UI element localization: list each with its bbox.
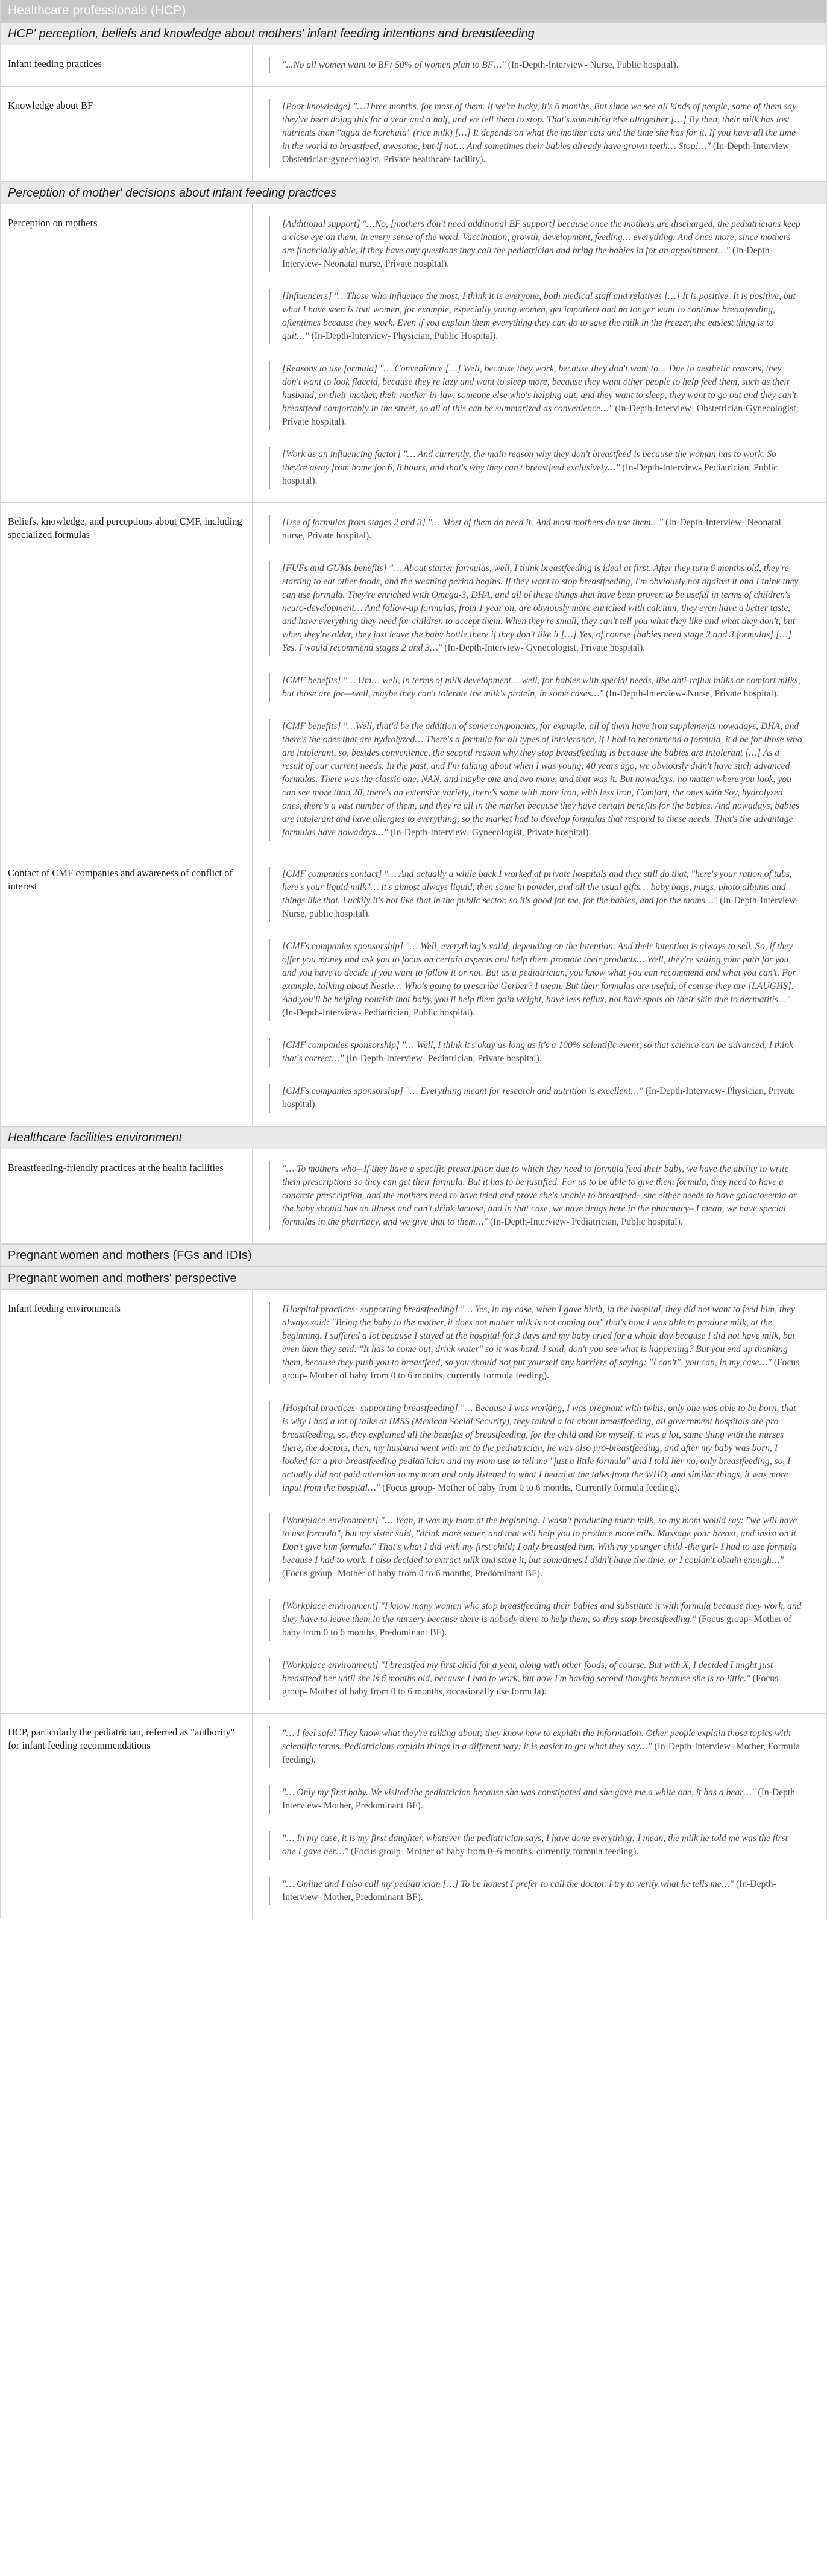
quote-source: (In-Depth-Interview- Nurse, public hospital). — [282, 895, 799, 919]
quote — [269, 57, 802, 73]
quote — [269, 1599, 802, 1641]
quote-list — [253, 503, 826, 854]
quote — [269, 1513, 802, 1582]
quote-source: (Focus group- Mother of baby from 0 to 6 months, currently formula feeding). — [282, 1357, 800, 1381]
quote-text: "… To mothers who– If they have a specific prescription due to which they need to formula feed their baby, we have the ability to write them prescriptions so they can get their formula. But it has to be justified. For us to be able to give them formula, they need to have a concrete prescription, and the mothers need to have tried and prove she's unable to breastfeed– she either needs to have galactosemia or the baby should has an illness and can't drink lactose, and in that case, we have drugs here in the pharmacy– I mean, we have special formulas in the pharmacy, and we give that to them…" — [282, 1164, 797, 1227]
table-row — [1, 854, 826, 1126]
section-pregnant-women-banner: Pregnant women and mothers (FGs and IDIs) — [1, 1244, 826, 1267]
section-hcp-perception: HCP' perception, beliefs and knowledge about mothers' infant feeding intentions and breastfeeding — [1, 22, 826, 45]
quote — [269, 1658, 802, 1700]
quote-source: (In-Depth-Interview- Obstetrician-Gynecologist, Private hospital). — [282, 403, 799, 427]
quote-source: (In-Depth-Interview- Gynecologist, Private hospital). — [442, 643, 646, 653]
theme-label: Infant feeding practices — [1, 45, 253, 86]
quote-text: "… Only my first baby. We visited the pediatrician because she was constipated and she gave me a white one, it has a bear…" — [282, 1787, 756, 1798]
quote — [269, 1161, 802, 1230]
quote-list — [253, 45, 826, 86]
quote-source: (In-Depth-Interview- Neonatal nurse, Private hospital). — [282, 517, 781, 541]
quote — [269, 1084, 802, 1113]
quote — [269, 1785, 802, 1814]
quote-list — [253, 1149, 826, 1243]
quote-list — [253, 1290, 826, 1713]
quote — [269, 1038, 802, 1067]
quote — [269, 216, 802, 272]
quote-text: [CMFs companies sponsorship] "… Everything meant for research and nutrition is excellent…" — [282, 1086, 643, 1096]
table-row — [1, 1149, 826, 1244]
quote — [269, 289, 802, 344]
quote-text: [Reasons to use formula] "… Convenience […] Well, because they work, because they don't want to… Due to aesthetic reasons, they don't want to look flaccid, because they're lazy and want to sleep more, because they want other people to help feed them, such as their husband, or their mother, their mother-in-law, someone else who's helping out, and they want to sleep, they want to go out and they can't breastfeed comfortably in the street, so all of this can be summarized as convenience…" — [282, 364, 797, 414]
quote-text: [CMF companies sponsorship] "… Well, I think it's okay as long as it's a 100% scientific event, so that science can be advanced, I think that's correct…" — [282, 1040, 794, 1064]
quote-list — [253, 87, 826, 181]
quote — [269, 1831, 802, 1860]
quote — [269, 561, 802, 656]
quote-source: (In-Depth-Interview- Mother, Predominant BF). — [282, 1787, 799, 1811]
quote — [269, 447, 802, 489]
table-row — [1, 204, 826, 503]
quote-source: (In-Depth-Interview- Pediatrician, Public hospital). — [282, 1008, 476, 1018]
quote — [269, 867, 802, 922]
quote-text: [Influencers] "…Those who influence the most, I think it is everyone, both medical staff and relatives […] It is positive. It is positive, but what I have seen is that women, for example, especially young women, get impatient and no longer want to continue breastfeeding, oftentimes because they work. Even if you explain them everything they can do to save the milk in the freezer, the easiest thing is to quit…" — [282, 291, 796, 341]
quote-list — [253, 1714, 826, 1919]
quote — [269, 1877, 802, 1905]
quote-text: "… I feel safe! They know what they're talking about; they know how to explain the information. Other people explain those topics with scientific terms. Pediatricians explain things in a different way; it is easier to get what they say…" — [282, 1728, 791, 1752]
quote-list — [253, 854, 826, 1126]
quote-source: (In-Depth-Interview- Gynecologist, Private hospital). — [388, 827, 591, 838]
quote-text: [Additional support] "…No, [mothers don't need additional BF support] because once the mothers are discharged, the pediatricians keep a close eye on them, in every sense of the word. Vaccination, growth, development, feeding… everything. And once more, since mothers are financially able, if they have any questions they call the pediatrician and bring the babies in for an appointment…" — [282, 219, 800, 256]
quote-source: (Focus group- Mother of baby from 0 to 6 months, Predominant BF). — [282, 1614, 792, 1638]
quote-text: [Work as an influencing factor] "… And currently, the main reason why they don't breastfeed is because the woman has to work. So they're away from home for 6, 8 hours, and that's why they can't breastfeed exclusively…" — [282, 449, 776, 473]
quote — [269, 673, 802, 702]
quote-source: (In-Depth-Interview- Pediatrician, Public hospital). — [487, 1217, 683, 1227]
quote-source: (In-Depth-Interview- Pediatrician, Public hospital). — [282, 462, 778, 486]
quote-source: (Focus group- Mother of baby from 0 to 6 months, occasionally use formula). — [282, 1673, 779, 1697]
quote-source: (Focus group- Mother of baby from 0 to 6 months, Currently formula feeding). — [380, 1483, 680, 1493]
quote-source: (In-Depth-Interview- Nurse, Private hospital). — [603, 689, 779, 699]
quote — [269, 1726, 802, 1768]
quote-source: (In-Depth-Interview- Obstetrician/gynecologist, Private healthcare facility). — [282, 141, 793, 165]
theme-label: Knowledge about BF — [1, 87, 253, 181]
quote-text: [CMFs companies sponsorship] "… Well, everything's valid, depending on the intention. And their intention is always to sell. So, if they offer you money and ask you to focus on certain aspects and help them promote their products… Well, they're setting your path for you, and you have to decide if you want to follow it or not. But as a pediatrician, you know what you can recommend and what you can't. For example, talking about Nestle… Who's going to prescribe Gerber? I mean. But their formulas are useful, of course they are [LAUGHS]. And you'll be helping nourish that baby, you'll help them gain weight, have less reflux, not have spots on their skin due to dermatitis…" — [282, 941, 796, 1005]
quote-source: (In-Depth-Interview- Physician, Private hospital). — [282, 1086, 795, 1110]
banner-healthcare-professionals: Healthcare professionals (HCP) — [1, 0, 826, 22]
quote — [269, 515, 802, 544]
quote-source: (Focus group- Mother of baby from 0 to 6 months, Predominant BF). — [282, 1568, 542, 1579]
theme-label: Beliefs, knowledge, and perceptions about CMF, including specialized formulas — [1, 503, 253, 854]
theme-label: Breastfeeding-friendly practices at the health facilities — [1, 1149, 253, 1243]
quote-text: [CMF companies contact] "… And actually a while back I worked at private hospitals and they still do that, "here's your ration of tubs, here's your liquid milk"… it's almost always liquid, then some in powder, and all the usual gifts… baby bags, mugs, photo albums and things like that. Luckily it's not like that in the public sector, so it's good for me, for the babies, and for the moms…" — [282, 869, 792, 906]
quote — [269, 1401, 802, 1496]
quote-text: [CMF benefits] "…Well, that'd be the addition of some components, for example, all of them have iron supplements nowadays, DHA, and there's the ones that are hydrolyzed… There's a formula for all types of intolerance, if I had to recommend a formula, it'd be for those who are intolerant, so, besides convenience, the second reason why they stop breastfeeding is because the babies are intolerant […] As a result of our current needs. In the past, and I'm talking about when I was young, 40 years ago, we obviously didn't have such advanced formulas. There was the classic one, NAN, and maybe one and two more, and that was it. But nowadays, no matter where you look, you can see more than 20, there's an extensive variety, there's some with more iron, with less iron, Comfort, the ones with Soy, hydrolyzed ones, there's a vast number of them, and they're all in the market because they have certain benefits for the babies. And nowadays, babies are intolerant and have allergies to everything, so the market had to develop formulas that respond to these needs. That's the advantage formulas have nowadays…" — [282, 721, 802, 838]
table-row — [1, 503, 826, 854]
quote-text: [Workplace environment] "I know many women who stop breastfeeding their babies and substitute it with formula because they work, and they have to leave them in the nursery because there is nobody there to help them, so they stop breastfeeding." — [282, 1601, 802, 1624]
quote-source: (In-Depth-Interview- Nurse, Public hospital). — [505, 60, 679, 70]
quote-text: [Workplace environment] "… Yeah, it was my mom at the beginning. I wasn't producing much milk, so my mom would say: "we will have to use formula", but my sister said, "drink more water, and that will help you to produce more milk. Massage your breast, and insist on it. Don't give him formula." That's what I did with my first child; I only breastfed him. With my younger child -the girl- I had to use formula because I had to work. I also decided to extract milk and store it, but sometimes I didn't have the time, or I couldn't obtain enough…" — [282, 1515, 799, 1565]
theme-label: Infant feeding environments — [1, 1290, 253, 1713]
quote-text: [Hospital practices- supporting breastfeeding] "… Because I was working, I was pregnant with twins, only one was able to be born, that is why I had a lot of talks at IMSS (Mexican Social Security), they talked a lot about breastfeeding, all government hospitals are pro-breastfeeding, so, they explained all the benefits of breastfeeding, for the child and for myself, it was a lot, same thing with the nurses there, the doctors, then, my husband went with me to the pediatrician, he was also pro-breastfeeding, and after my baby was born, I looked for a pro-breastfeeding pediatrician and my mom use to tell me "just a little formula" and I told her no, only breastfeeding, so, I actually did not paid attention to my mom and only listened to what I heard at the talks from the WHO, and similar things, it was more input from the hospital…" — [282, 1403, 796, 1493]
quote-source: (In-Depth-Interview- Pediatrician, Private hospital). — [344, 1053, 542, 1064]
quote-list — [253, 204, 826, 502]
quote — [269, 939, 802, 1021]
quote — [269, 1302, 802, 1384]
quote-text: [Use of formulas from stages 2 and 3] "… Most of them do need it. And most mothers do use them…" — [282, 517, 664, 528]
section-healthcare-facilities: Healthcare facilities environment — [1, 1126, 826, 1149]
quote — [269, 361, 802, 430]
table-row — [1, 87, 826, 182]
quote-text: "...No all women want to BF: 50% of women plan to BF…" — [282, 60, 506, 70]
theme-label: HCP, particularly the pediatrician, referred as "authority" for infant feeding recommendations — [1, 1714, 253, 1919]
section-perception-decisions: Perception of mother' decisions about infant feeding practices — [1, 182, 826, 204]
quote-text: [Poor knowledge] "…Three months, for most of them. If we're lucky, it's 6 months. But since we see all kinds of people, some of them say they've been doing this for a year and a half, and we tell them to stop. That's something else altogether […] By then, their milk has lost nutrients than "agua de horchata" (rice milk) […] It depends on what the mother eats and the time she has for it. If you have all the time in the world to breastfeed, awesome, but if not… And sometimes their babies already have grown teeth… Stop!…" — [282, 101, 797, 151]
quote-source: (Focus group- Mother of baby from 0–6 months, currently formula feeding). — [348, 1846, 639, 1857]
quote-source: (In-Depth-Interview- Neonatal nurse, Private hospital). — [282, 245, 773, 269]
quote-text: [CMF benefits] "… Um… well, in terms of milk development… well, for babies with special needs, like anti-reflux milks or comfort milks, but those are for—well, maybe they can't tolerate the milk's protein, in some cases…" — [282, 675, 800, 699]
quote-text: [Hospital practices- supporting breastfeeding] "… Yes, in my case, when I gave birth, in the hospital, they did not want to feed him, they always said: "Bring the baby to the mother, it does not matter milk is not coming out" that's how I was able to produce milk, at the beginning. I suffered a lot because I stayed at the hospital for 3 days and my baby cried for a whole day because I did not have milk, but even then they said: "It has to come out, drink water" so it was hard. I said, don't you see what is happening? But you end up thanking them, because they push you to breastfeed, so you should not put yourself any barriers of saying: "I can't", you can, in my case…" — [282, 1304, 795, 1368]
theme-label: Contact of CMF companies and awareness of conflict of interest — [1, 854, 253, 1126]
quote — [269, 719, 802, 841]
quote — [269, 99, 802, 168]
section-pregnant-perspective: Pregnant women and mothers' perspective — [1, 1267, 826, 1290]
quote-text: "… In my case, it is my first daughter, whatever the pediatrician says, I have done everything; I mean, the milk he told me was the first one I gave her…" — [282, 1833, 788, 1857]
quote-text: [FUFs and GUMs benefits] "… About starter formulas, well, I think breastfeeding is ideal at first. After they turn 6 months old, they're starting to eat other foods, and the weaning period begins. If they want to stop breastfeeding, I'm obviously not against it and I think they can use formula. They're enriched with Omega-3, DHA, and all of these things that have been proven to be useful in terms of children's neuro-development… And follow-up formulas, from 1 year on, are obviously more enriched with calcium, they even have a better taste, and have everything they need for children to accept them. When they're small, they can't tell you what they like and what they don't, but when they're older, they just leave the baby bottle there if they don't like it […] Yes, of course [babies need stage 2 and 3 formulas] […] Yes. I would recommend stages 2 and 3…" — [282, 563, 799, 653]
table-row — [1, 1290, 826, 1714]
quote-text: [Workplace environment] "I breastfed my first child for a year, along with other foods, of course. But with X, I decided I might just breastfeed her until she is 6 months old, because I had to work, but now I'm having second thoughts because she is so little." — [282, 1660, 773, 1684]
quote-source: (In-Depth-Interview- Mother, Predominant BF). — [282, 1879, 776, 1902]
quote-source: (In-Depth-Interview- Mother, Formula feeding). — [282, 1741, 800, 1765]
table-row — [1, 45, 826, 87]
quote-text: "… Online and I also call my pediatrician […] To be honest I prefer to call the doctor. I try to verify what he tells me…" — [282, 1879, 734, 1889]
table-row — [1, 1714, 826, 1919]
theme-label: Perception on mothers — [1, 204, 253, 502]
quote-source: (In-Depth-Interview- Physician, Public Hospital). — [309, 331, 498, 341]
